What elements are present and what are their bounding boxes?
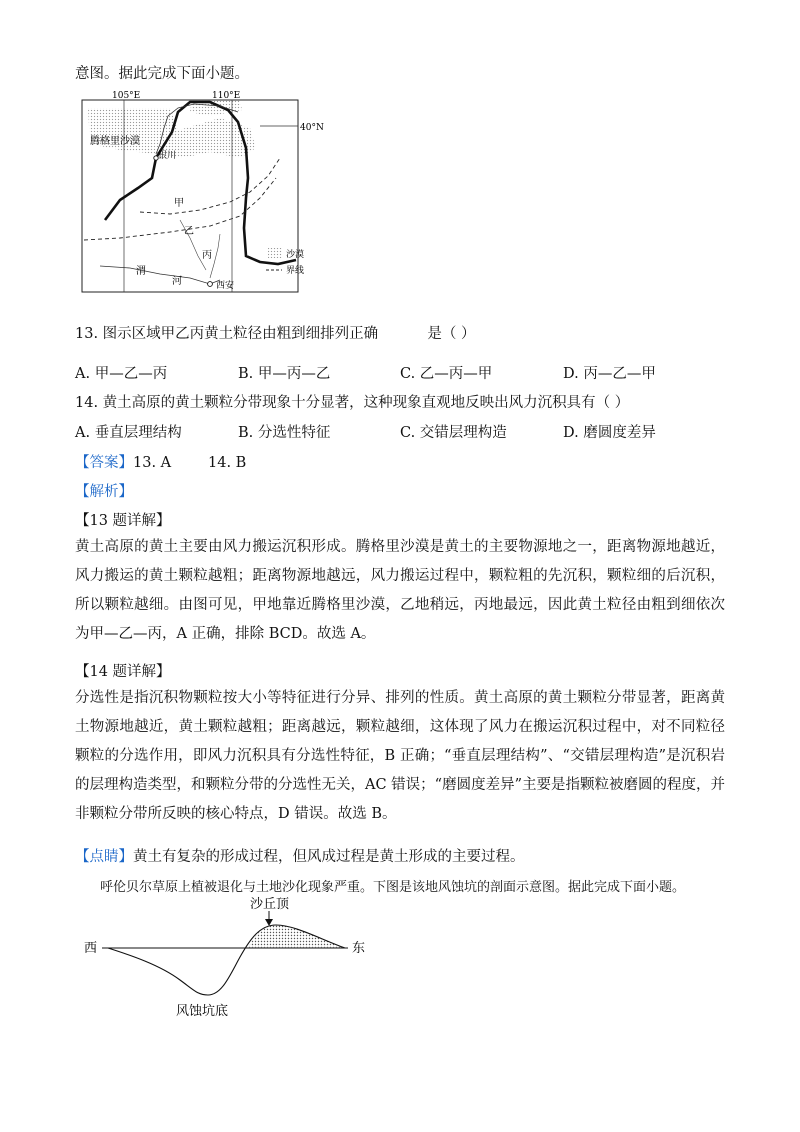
legend-boundary-label: 界线 [286,266,305,276]
answer-text: 13. A 14. B [133,455,247,471]
answer-line [75,451,246,472]
tip-line [75,845,525,866]
lon-110-label: 110°E [212,91,241,101]
city-xian-label: 西安 [216,281,235,291]
q14-option-d: D. 磨圆度差异 [563,425,656,441]
next-intro-text: 呼伦贝尔草原上植被退化与土地沙化现象严重。下图是该地风蚀坑的剖面示意图。据此完成下面小题。 [100,880,686,895]
label-he: 河 [172,276,182,287]
q13-stem [75,322,476,343]
analysis-label: 【解析】 [75,484,133,500]
loess-plateau-map [60,88,324,298]
q13-option-c: C. 乙—丙—甲 [400,366,493,382]
desert-area-west [88,108,178,154]
dune-top-label: 沙丘顶 [250,897,290,912]
detail14-body: 分选性是指沉积物颗粒按大小等特征进行分异、排列的性质。黄土高原的黄土颗粒分带显著，距离黄土物源地越近，黄土颗粒越粗；距离越远，颗粒越细，这体现了风力在搬运沉积过程中，对不同粒径颗粒的分选作用，即风力沉积具有分选性特征，B 正确；“垂直层理结构”、“交错层理构造”是沉积岩的层理构造类型，和颗粒分带的分选性无关，AC 错误；“磨圆度差异”主要是指颗粒被磨圆的程度，并非颗粒分带所反映的核心特点，D 错误。故选 B。 [75,690,725,822]
west-label: 西 [84,941,98,956]
wei-river [100,266,220,284]
desert-name-label: 腾格里沙漠 [90,136,140,147]
lat-40-label: 40°N [300,123,324,133]
city-xian-marker [208,282,213,287]
label-wei: 渭 [136,266,146,277]
legend-desert-swatch [268,248,282,258]
lon-105-label: 105°E [112,91,141,101]
q13-option-d: D. 丙—乙—甲 [563,366,656,382]
tip-label: 【点睛】 [75,849,133,865]
detail14-heading: 【14 题详解】 [75,664,171,680]
label-bing: 丙 [202,250,212,261]
q14-option-c: C. 交错层理构造 [400,425,507,441]
label-jia: 甲 [174,198,184,209]
q13-stem-text: 13. 图示区域甲乙丙黄土粒径由粗到细排列正确 [75,326,379,342]
legend-desert-label: 沙漠 [286,250,305,260]
city-yinchuan-marker [154,156,158,160]
east-label: 东 [352,941,366,956]
q14-stem: 14. 黄土高原的黄土颗粒分带现象十分显著，这种现象直观地反映出风力沉积具有（ ） [75,395,630,411]
label-yi: 乙 [184,226,194,237]
q14-option-a: A. 垂直层理结构 [75,425,182,441]
q13-stem-tail: 是（ ） [427,326,476,342]
city-yinchuan-label: 银川 [158,151,177,161]
tip-text: 黄土有复杂的形成过程，但风成过程是黄土形成的主要过程。 [133,849,525,865]
q14-option-b: B. 分选性特征 [238,425,331,441]
q13-option-b: B. 甲—丙—乙 [238,366,331,382]
detail13-heading: 【13 题详解】 [75,513,171,529]
pit-bottom-label: 风蚀坑底 [176,1004,229,1019]
detail13-body: 黄土高原的黄土主要由风力搬运沉积形成。腾格里沙漠是黄土的主要物源地之一，距离物源地越近，风力搬运的黄土颗粒越粗；距离物源地越远，风力搬运过程中，颗粒粗的先沉积，颗粒细的后沉积，所以颗粒越细。由图可见，甲地靠近腾格里沙漠，乙地稍远，丙地最远，因此黄土粒径由粗到细依次为甲—乙—丙，A 正确，排除 BCD。故选 A。 [75,539,725,642]
intro-text: 意图。据此完成下面小题。 [75,66,249,82]
wind-erosion-pit-profile [80,895,380,1025]
answer-label: 【答案】 [75,455,133,471]
q13-option-a: A. 甲—乙—丙 [75,366,168,382]
grain-boundary-1 [140,158,280,214]
